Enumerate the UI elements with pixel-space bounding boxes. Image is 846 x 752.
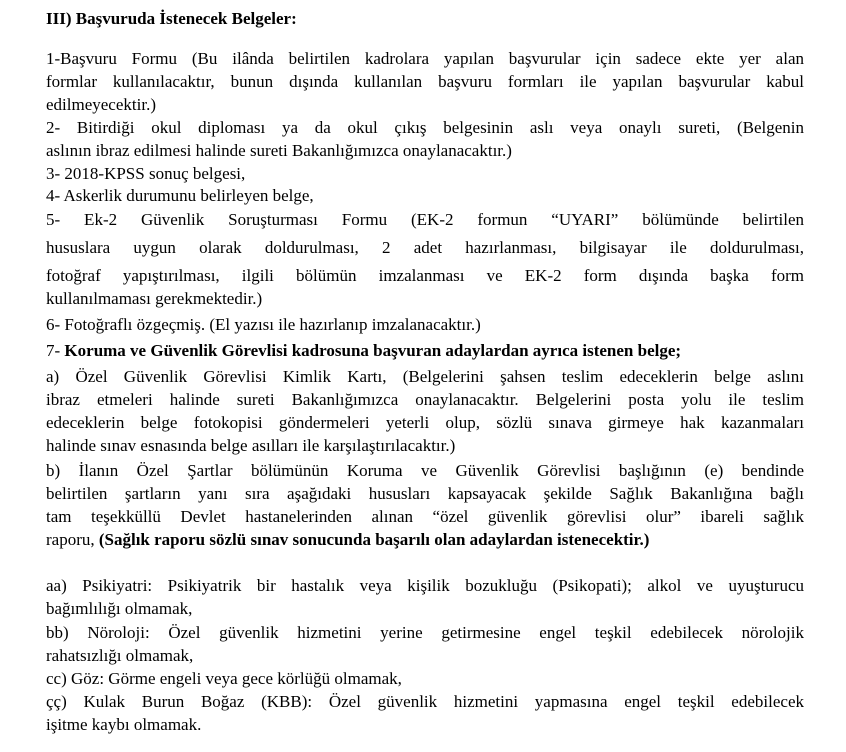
item-3: 3- 2018-KPSS sonuç belgesi,: [46, 164, 246, 183]
item-a-line-2: ibraz etmeleri halinde sureti Bakanlığımızca onaylanacaktır. Belgelerini posta yolu ile teslim: [46, 390, 804, 409]
item-1-line-2: formlar kullanılacaktır, bunun dışında kullanılan başvuru formları ile yapılan başvurular kabul: [46, 72, 804, 91]
item-b-note: (Sağlık raporu sözlü sınav sonucunda başarılı olan adaylardan istenecektir.): [98, 530, 650, 549]
item-7-number: 7-: [46, 341, 65, 360]
item-aa-line-2: bağımlılığı olmamak,: [46, 599, 193, 618]
item-5-line-1: 5- Ek-2 Güvenlik Soruşturması Formu (EK-2 formun “UYARI” bölümünde belirtilen: [46, 210, 804, 229]
item-5-line-2: hususlara uygun olarak doldurulması, 2 adet hazırlanması, bilgisayar ile doldurulması,: [46, 238, 804, 257]
item-b-line-4: [46, 529, 649, 551]
item-2-line-1: 2- Bitirdiği okul diploması ya da okul çıkış belgesinin aslı veya onaylı sureti, (Belgenin: [46, 118, 804, 137]
item-cc2-line-2: işitme kaybı olmamak.: [46, 715, 202, 734]
item-4: 4- Askerlik durumunu belirleyen belge,: [46, 186, 314, 205]
item-a-line-4: halinde sınav esnasında belge asılları ile karşılaştırılacaktır.): [46, 436, 456, 455]
item-a-line-1: a) Özel Güvenlik Görevlisi Kimlik Kartı, (Belgelerini şahsen teslim edeceklerin belge aslını: [46, 367, 804, 386]
item-5-line-4: kullanılmaması gerekmektedir.): [46, 289, 263, 308]
item-bb-line-1: bb) Nöroloji: Özel güvenlik hizmetini yerine getirmesine engel teşkil edebilecek nörolojik: [46, 623, 804, 642]
item-6: 6- Fotoğraflı özgeçmiş. (El yazısı ile hazırlanıp imzalanacaktır.): [46, 315, 481, 334]
item-1-line-1: 1-Başvuru Formu (Bu ilânda belirtilen kadrolara yapılan başvurular için sadece ekte yer alan: [46, 49, 804, 68]
item-b-raporu: raporu,: [46, 530, 99, 549]
item-1-line-3: edilmeyecektir.): [46, 95, 156, 114]
item-b-line-3: tam teşekküllü Devlet hastanelerinden alınan “özel güvenlik görevlisi olur” ibareli sağlık: [46, 507, 804, 526]
item-7-title: Koruma ve Güvenlik Görevlisi kadrosuna başvuran adaylardan ayrıca istenen belge;: [64, 341, 682, 360]
item-5-line-3: fotoğraf yapıştırılması, ilgili bölümün imzalanması ve EK-2 form dışında başka form: [46, 266, 804, 285]
section-heading: III) Başvuruda İstenecek Belgeler:: [46, 9, 297, 28]
item-cc: cc) Göz: Görme engeli veya gece körlüğü olmamak,: [46, 669, 402, 688]
item-cc2-line-1: çç) Kulak Burun Boğaz (KBB): Özel güvenlik hizmetini yapmasına engel teşkil edebilecek: [46, 692, 804, 711]
item-b-line-1: b) İlanın Özel Şartlar bölümünün Koruma ve Güvenlik Görevlisi başlığının (e) bendinde: [46, 461, 804, 480]
item-2-line-2: aslının ibraz edilmesi halinde sureti Bakanlığımızca onaylanacaktır.): [46, 141, 512, 160]
item-bb-line-2: rahatsızlığı olmamak,: [46, 646, 194, 665]
item-b-line-2: belirtilen şartların yanı sıra aşağıdaki hususları kapsayacak şekilde Sağlık Bakanlığına bağlı: [46, 484, 804, 503]
item-7: [46, 340, 681, 362]
item-a-line-3: edeceklerin belge fotokopisi göndermeleri yeterli olup, sözlü sınava girmeye hak kazanmaları: [46, 413, 804, 432]
item-aa-line-1: aa) Psikiyatri: Psikiyatrik bir hastalık veya kişilik bozukluğu (Psikopati); alkol ve uyuşturucu: [46, 576, 804, 595]
